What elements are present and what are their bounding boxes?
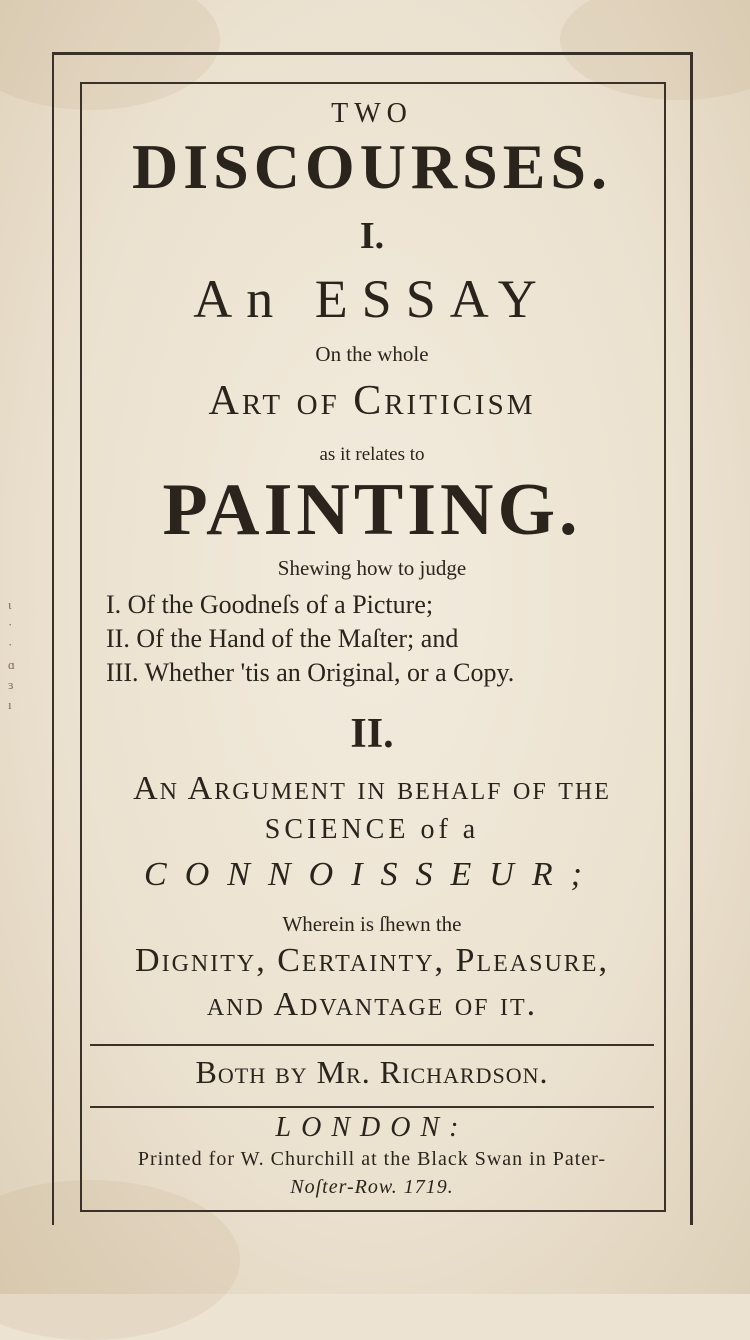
essay-subtitle: On the whole <box>315 342 429 366</box>
margin-marks: ι · · ɑ ɜ ı <box>8 597 15 712</box>
judge-item: III. Whether 'tis an Original, or a Copy. <box>106 658 515 687</box>
argument-line: An Argument in behalf of the <box>133 770 611 807</box>
london-line: LONDON: <box>275 1112 469 1143</box>
part-two-numeral: II. <box>350 711 394 757</box>
author-line: Both by Mr. Richardson. <box>195 1054 549 1090</box>
imprint-line: Printed for W. Churchill at the Black Swan in Pater- <box>137 1148 607 1170</box>
dignity-line: Dignity, Certainty, Pleasure, <box>135 942 609 979</box>
relates-line: as it relates to <box>319 444 425 465</box>
science-line: SCIENCE of a <box>264 814 480 845</box>
discourses-heading: DISCOURSES. <box>131 131 613 202</box>
painting-heading: PAINTING. <box>162 469 582 551</box>
shewing-line: Shewing how to judge <box>277 556 467 580</box>
advantage-line: and Advantage of it. <box>206 986 538 1023</box>
essay-heading: An ESSAY <box>193 269 551 329</box>
connoisseur-heading: CONNOISSEUR; <box>144 856 600 893</box>
judge-item: II. Of the Hand of the Maſter; and <box>106 624 459 653</box>
part-one-numeral: I. <box>359 215 385 257</box>
judge-item: I. Of the Goodneſs of a Picture; <box>106 590 434 619</box>
title-page <box>80 82 664 1208</box>
divider-rule <box>90 1106 654 1108</box>
divider-rule <box>90 1044 654 1046</box>
art-of-criticism: Art of Criticism <box>208 378 536 424</box>
wherein-line: Wherein is ſhewn the <box>282 912 462 936</box>
two-line: TWO <box>331 98 413 129</box>
imprint-line: Noſter-Row. 1719. <box>290 1176 454 1198</box>
